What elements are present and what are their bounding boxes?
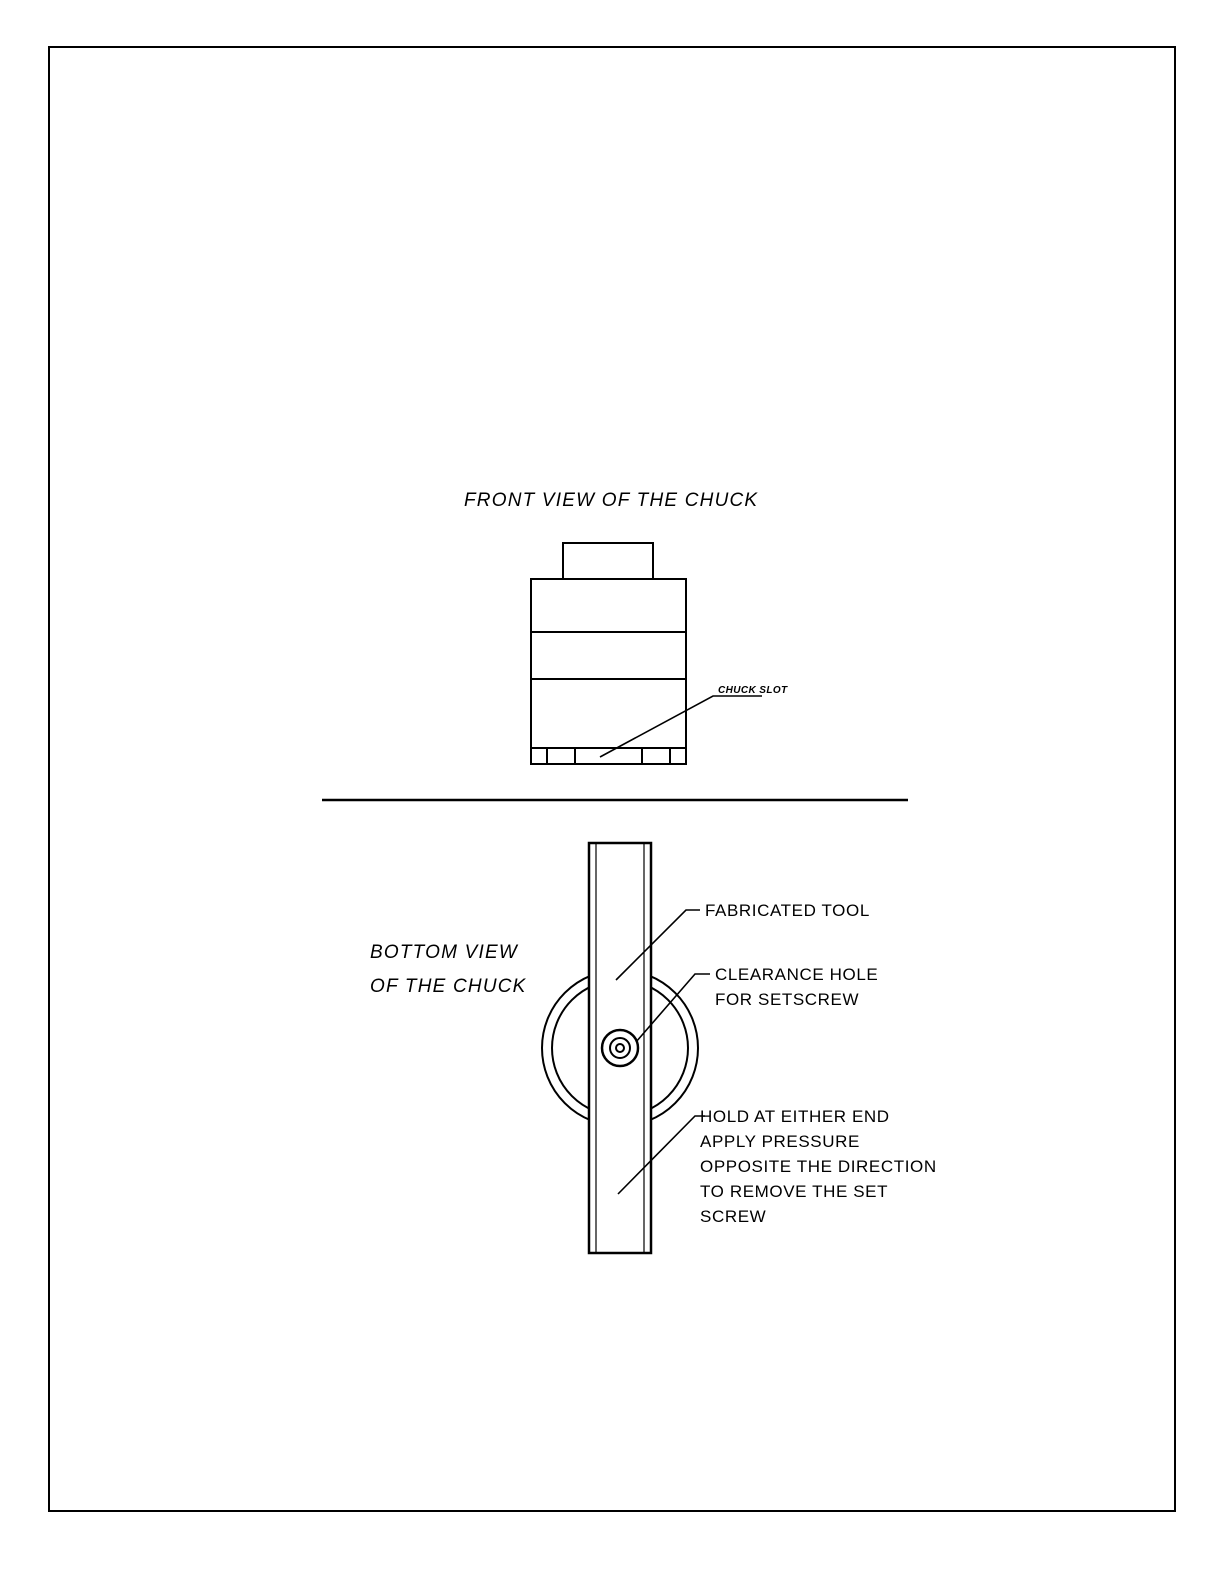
callout-hold-line2: APPLY PRESSURE (700, 1132, 860, 1151)
bottom-view-title-line2: OF THE CHUCK (370, 976, 527, 997)
callout-hold-line1: HOLD AT EITHER END (700, 1107, 890, 1126)
callout-hold-line5: SCREW (700, 1207, 767, 1226)
chuck-body (531, 579, 686, 764)
chuck-foot-right (642, 748, 670, 764)
technical-drawing-canvas (50, 48, 1178, 1514)
clearance-hole-inner (616, 1044, 624, 1052)
chuck-top-stub (563, 543, 653, 579)
document-page (48, 46, 1176, 1512)
callout-hold-line4: TO REMOVE THE SET (700, 1182, 889, 1201)
callout-hold-line3: OPPOSITE THE DIRECTION (700, 1157, 937, 1176)
bottom-view-group (370, 843, 937, 1253)
front-view-group (464, 490, 788, 764)
callout-clearance-hole-line1: CLEARANCE HOLE (715, 965, 879, 984)
front-view-title: FRONT VIEW OF THE CHUCK (464, 490, 759, 511)
callout-clearance-hole-line2: FOR SETSCREW (715, 990, 860, 1009)
callout-fabricated-tool: FABRICATED TOOL (705, 901, 870, 920)
callout-chuck-slot: CHUCK SLOT (718, 685, 788, 696)
bottom-view-title-line1: BOTTOM VIEW (370, 942, 518, 963)
chuck-foot-left (547, 748, 575, 764)
